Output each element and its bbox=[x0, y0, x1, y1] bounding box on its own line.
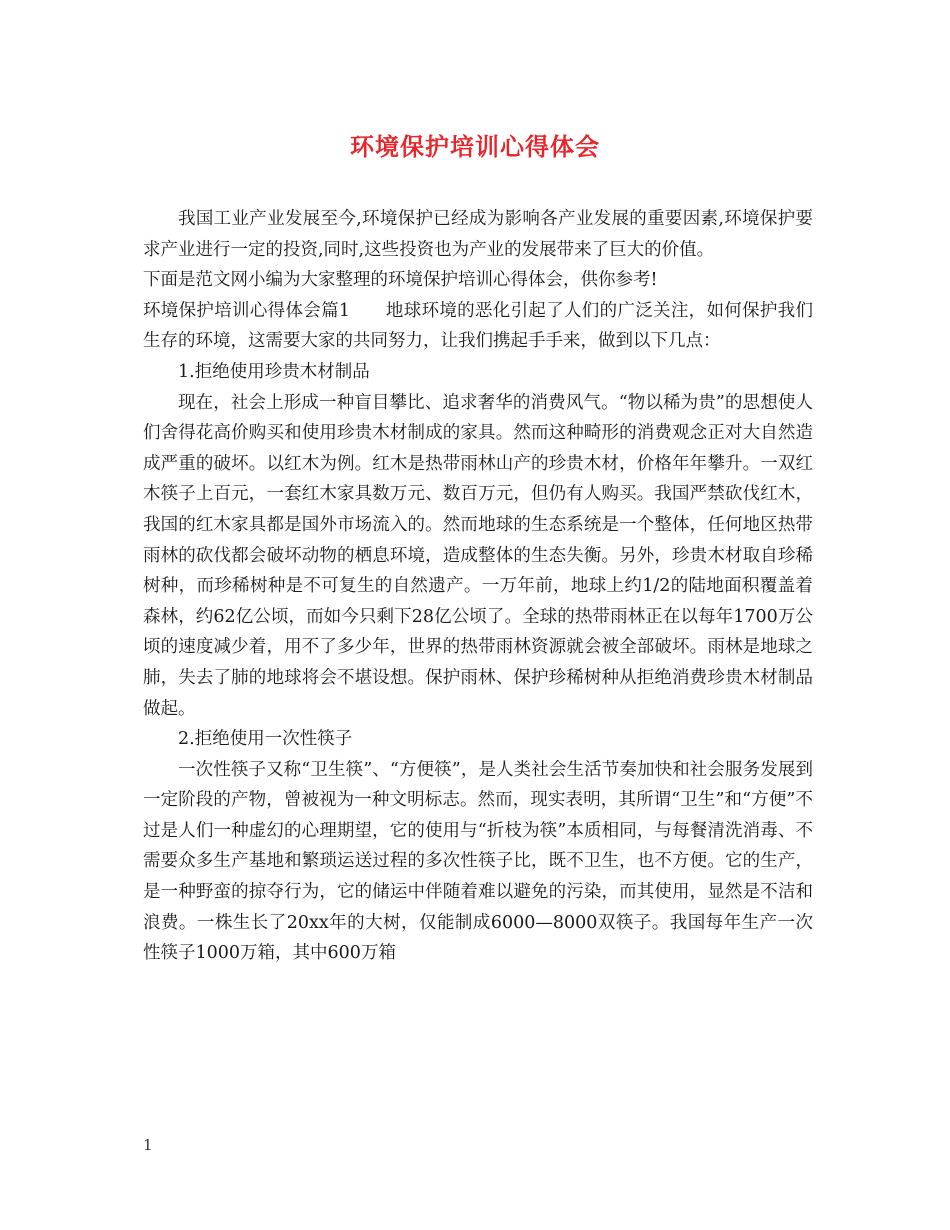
paragraph-editor-note: 下面是范文网小编为大家整理的环境保护培训心得体会，供你参考! bbox=[143, 270, 658, 291]
paragraph-article-1-intro: 环境保护培训心得体会篇1 地球环境的恶化引起了人们的广泛关注，如何保护我们生存的环境，这需要大家的共同努力，让我们携起手手来，做到以下几点： bbox=[143, 300, 813, 352]
page-title: 环境保护培训心得体会 bbox=[350, 132, 600, 161]
paragraph-intro: 我国工业产业发展至今,环境保护已经成为影响各产业发展的重要因素,环境保护要求产业进行一定的投资,同时,这些投资也为产业的发展带来了巨大的价值。 bbox=[143, 209, 813, 260]
section-heading-1: 1.拒绝使用珍贵木材制品 bbox=[178, 361, 370, 382]
document-body bbox=[143, 204, 813, 969]
section-heading-2: 2.拒绝使用一次性筷子 bbox=[178, 729, 353, 750]
paragraph-disposable-chopsticks: 一次性筷子又称“卫生筷”、“方便筷”，是人类社会生活节奏加快和社会服务发展到一定阶段的产物，曾被视为一种文明标志。然而，现实表明，其所谓“卫生”和“方便”不过是人们一种虚幻的心理期望，它的使用与“折枝为筷”本质相同，与每餐清洗消毒、不需要众多生产基地和繁琐运送过程的多次性筷子比，既不卫生，也不方便。它的生产，是一种野蛮的掠夺行为，它的储运中伴随着难以避免的污染，而其使用，显然是不洁和浪费。一株生长了20xx年的大树，仅能制成6000—8000双筷子。我国每年生产一次性筷子1000万箱，其中600万箱 bbox=[143, 759, 813, 964]
page-number: 1 bbox=[143, 1136, 153, 1154]
paragraph-precious-wood: 现在，社会上形成一种盲目攀比、追求奢华的消费风气。“物以稀为贵”的思想使人们舍得花高价购买和使用珍贵木材制成的家具。然而这种畸形的消费观念正对大自然造成严重的破坏。以红木为例。红木是热带雨林山产的珍贵木材，价格年年攀升。一双红木筷子上百元，一套红木家具数万元、数百万元，但仍有人购买。我国严禁砍伐红木，我国的红木家具都是国外市场流入的。然而地球的生态系统是一个整体，任何地区热带雨林的砍伐都会破坏动物的栖息环境，造成整体的生态失衡。另外，珍贵木材取自珍稀树种，而珍稀树种是不可复生的自然遗产。一万年前，地球上约1/2的陆地面积覆盖着森林，约62亿公顷，而如今只剩下28亿公顷了。全球的热带雨林正在以每年1700万公顷的速度减少着，用不了多少年，世界的热带雨林资源就会被全部破坏。雨林是地球之肺，失去了肺的地球将会不堪设想。保护雨林、保护珍稀树种从拒绝消费珍贵木材制品做起。 bbox=[143, 392, 813, 719]
